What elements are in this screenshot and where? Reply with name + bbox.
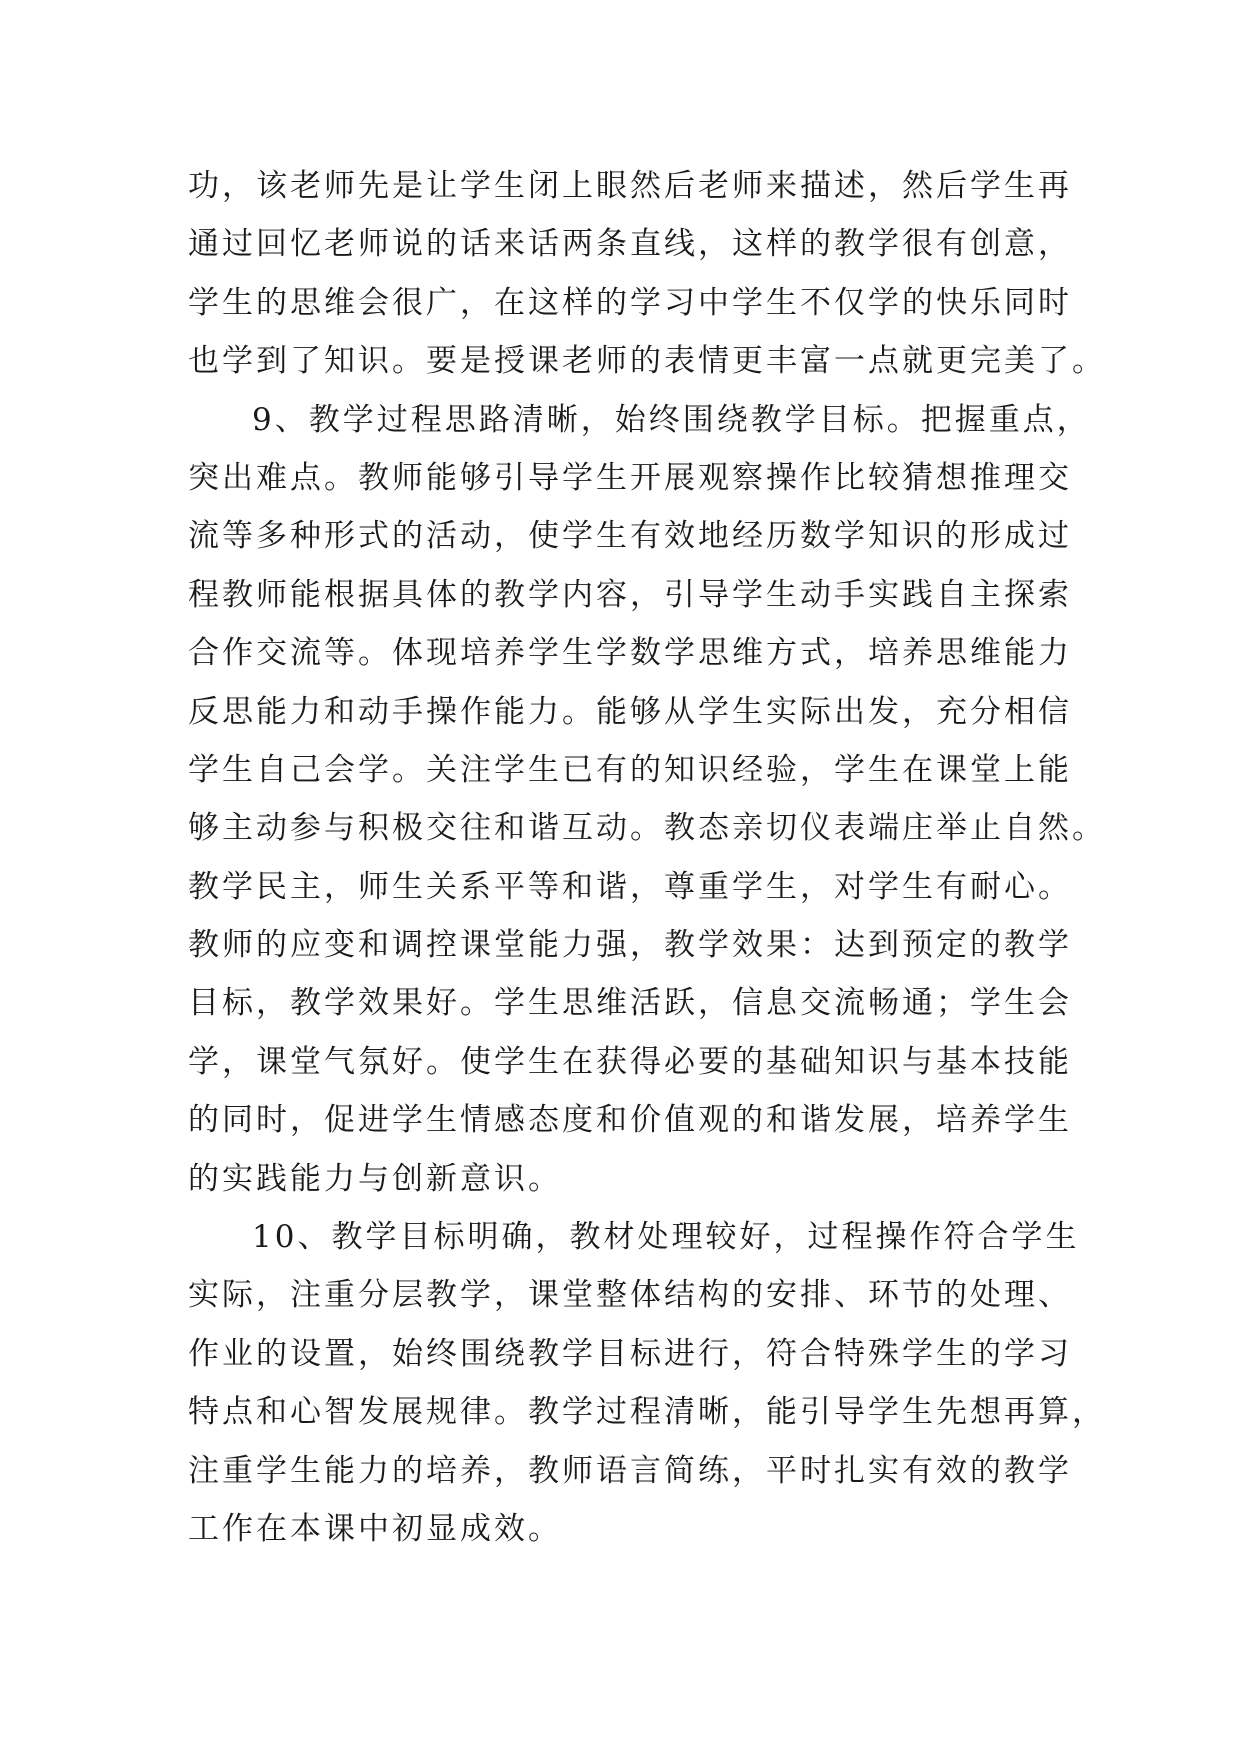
text-line: 特点和心智发展规律。教学过程清晰，能引导学生先想再算， [188, 1394, 1106, 1431]
text-line: 学，课堂气氛好。使学生在获得必要的基础知识与基本技能 [188, 1043, 1072, 1080]
text-line: 反思能力和动手操作能力。能够从学生实际出发，充分相信 [188, 693, 1072, 730]
text-line: 的同时，促进学生情感态度和价值观的和谐发展，培养学生 [188, 1102, 1072, 1139]
text-line: 学生的思维会很广，在这样的学习中学生不仅学的快乐同时 [188, 284, 1072, 321]
text-line: 工作在本课中初显成效。 [188, 1510, 562, 1547]
text-line: 够主动参与积极交往和谐互动。教态亲切仪表端庄举止自然。 [188, 810, 1106, 847]
text-line: 学生自己会学。关注学生已有的知识经验，学生在课堂上能 [188, 751, 1072, 788]
text-line: 合作交流等。体现培养学生学数学思维方式，培养思维能力 [188, 635, 1072, 672]
paragraph-10-start: 10、教学目标明确，教材处理较好，过程操作符合学生 [252, 1219, 1080, 1256]
text-line: 的实践能力与创新意识。 [188, 1160, 562, 1197]
text-line: 突出难点。教师能够引导学生开展观察操作比较猜想推理交 [188, 459, 1072, 496]
text-line: 程教师能根据具体的教学内容，引导学生动手实践自主探索 [188, 576, 1072, 613]
text-line: 功，该老师先是让学生闭上眼然后老师来描述，然后学生再 [188, 168, 1072, 204]
text-line: 教师的应变和调控课堂能力强，教学效果：达到预定的教学 [188, 927, 1072, 964]
text-line: 通过回忆老师说的话来话两条直线，这样的教学很有创意， [188, 226, 1072, 263]
text-line: 教学民主，师生关系平等和谐，尊重学生，对学生有耐心。 [188, 868, 1072, 905]
text-line: 目标，教学效果好。学生思维活跃，信息交流畅通；学生会 [188, 985, 1072, 1022]
paragraph-9-start: 9、教学过程思路清晰，始终围绕教学目标。把握重点， [252, 401, 1091, 438]
text-line: 注重学生能力的培养，教师语言简练，平时扎实有效的教学 [188, 1452, 1072, 1489]
text-line: 也学到了知识。要是授课老师的表情更丰富一点就更完美了。 [188, 343, 1106, 380]
text-line: 作业的设置，始终围绕教学目标进行，符合特殊学生的学习 [188, 1335, 1072, 1372]
text-line: 流等多种形式的活动，使学生有效地经历数学知识的形成过 [188, 518, 1072, 555]
text-line: 实际，注重分层教学，课堂整体结构的安排、环节的处理、 [188, 1277, 1072, 1314]
body-text [188, 157, 1106, 1558]
